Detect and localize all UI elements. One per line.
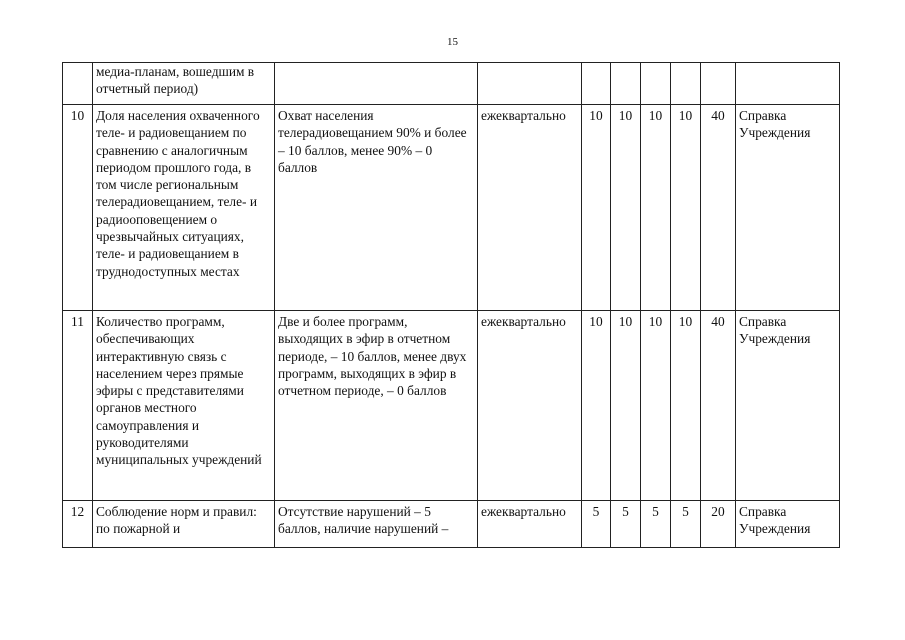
period-cell: ежеквартально — [478, 501, 582, 548]
source-cell — [736, 63, 840, 105]
page-number: 15 — [447, 36, 458, 48]
table-row — [63, 105, 840, 311]
criteria-cell — [275, 63, 478, 105]
criteria-cell: Охват населения телерадиовещанием 90% и более – 10 баллов, менее 90% – 0 баллов — [275, 105, 478, 311]
table-row — [63, 501, 840, 548]
score-q4-cell: 10 — [671, 311, 701, 501]
row-number-cell: 12 — [63, 501, 93, 548]
source-cell: Справка Учреждения — [736, 501, 840, 548]
indicator-cell: медиа-планам, вошедшим в отчетный период) — [93, 63, 275, 105]
table-row — [63, 311, 840, 501]
score-q4-cell: 10 — [671, 105, 701, 311]
period-cell: ежеквартально — [478, 105, 582, 311]
score-q3-cell — [641, 63, 671, 105]
row-number-cell — [63, 63, 93, 105]
score-q1-cell: 10 — [582, 105, 611, 311]
score-q2-cell: 5 — [611, 501, 641, 548]
score-q1-cell — [582, 63, 611, 105]
period-cell: ежеквартально — [478, 311, 582, 501]
indicator-cell: Количество программ, обеспечивающих интерактивную связь с населением через прямые эфиры с представителями органов местного самоуправления и руководителями муниципальных учреждений — [93, 311, 275, 501]
source-cell: Справка Учреждения — [736, 311, 840, 501]
period-cell — [478, 63, 582, 105]
criteria-cell: Отсутствие нарушений – 5 баллов, наличие нарушений – — [275, 501, 478, 548]
row-number-cell: 11 — [63, 311, 93, 501]
score-q2-cell: 10 — [611, 105, 641, 311]
score-q4-cell: 5 — [671, 501, 701, 548]
score-total-cell — [701, 63, 736, 105]
score-q2-cell: 10 — [611, 311, 641, 501]
criteria-cell: Две и более программ, выходящих в эфир в отчетном периоде, – 10 баллов, менее двух программ, выходящих в эфир в отчетном периоде, – 0 баллов — [275, 311, 478, 501]
score-q4-cell — [671, 63, 701, 105]
score-q1-cell: 10 — [582, 311, 611, 501]
source-cell: Справка Учреждения — [736, 105, 840, 311]
score-q1-cell: 5 — [582, 501, 611, 548]
score-q3-cell: 10 — [641, 105, 671, 311]
score-total-cell: 20 — [701, 501, 736, 548]
score-q2-cell — [611, 63, 641, 105]
score-q3-cell: 5 — [641, 501, 671, 548]
row-number-cell: 10 — [63, 105, 93, 311]
criteria-table — [62, 62, 840, 548]
indicator-cell: Соблюдение норм и правил: по пожарной и — [93, 501, 275, 548]
indicator-cell: Доля населения охваченного теле- и радиовещанием по сравнению с аналогичным периодом прошлого года, в том числе региональным телерадиовещанием, теле- и радиооповещением о чрезвычайных ситуациях, теле- и радиовещанием в труднодоступных местах — [93, 105, 275, 311]
table-row — [63, 63, 840, 105]
score-total-cell: 40 — [701, 105, 736, 311]
score-q3-cell: 10 — [641, 311, 671, 501]
score-total-cell: 40 — [701, 311, 736, 501]
